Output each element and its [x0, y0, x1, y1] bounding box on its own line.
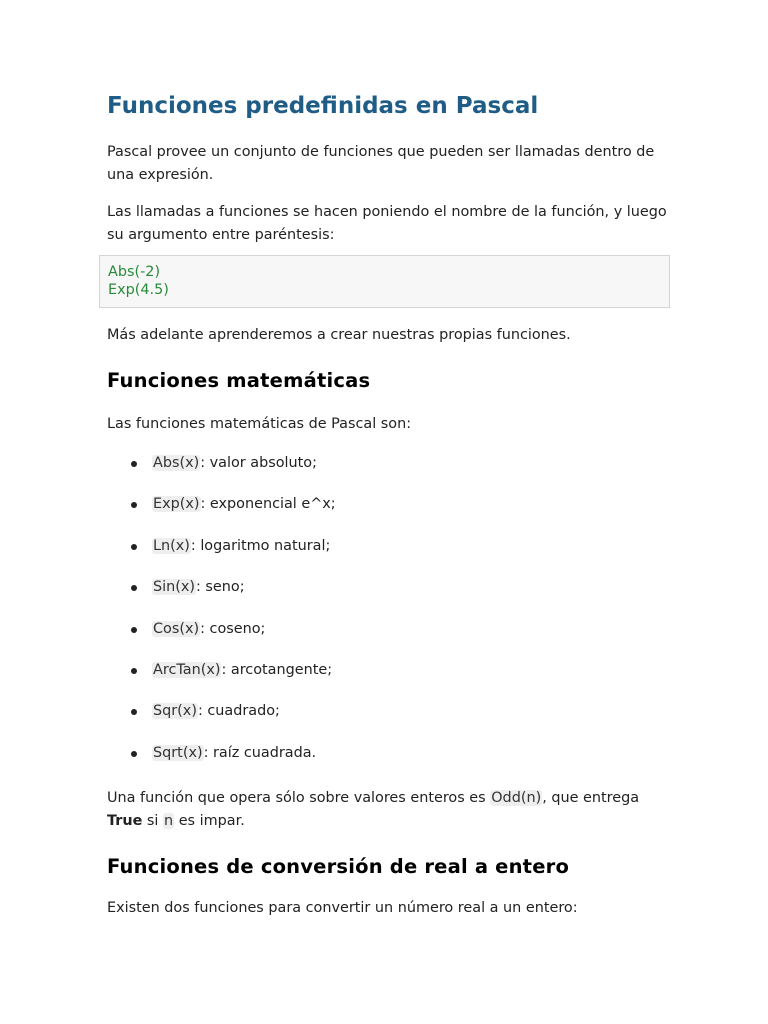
- later-paragraph: Más adelante aprenderemos a crear nuestras propias funciones.: [107, 327, 571, 343]
- inline-code: Odd(n): [491, 790, 542, 807]
- bullet-icon: [131, 544, 137, 550]
- math-functions-lead: Las funciones matemáticas de Pascal son:: [107, 416, 412, 432]
- calls-paragraph: Las llamadas a funciones se hacen poniendo el nombre de la función, y luego su argumento entre paréntesis:: [107, 204, 667, 243]
- bullet-icon: [131, 709, 137, 715]
- odd-function-paragraph: [107, 787, 669, 833]
- inline-code: Sqrt(x): [153, 744, 203, 761]
- bullet-icon: [131, 502, 137, 508]
- page-title: Funciones predefinidas en Pascal: [107, 93, 539, 119]
- list-item: [107, 495, 669, 536]
- list-item-description: : coseno;: [200, 620, 266, 637]
- list-item-description: : logaritmo natural;: [190, 537, 331, 554]
- odd-text-part: , que entrega: [542, 790, 640, 807]
- list-item: [107, 454, 669, 495]
- math-functions-list: [107, 454, 669, 785]
- inline-code: Cos(x): [153, 620, 200, 637]
- list-item: [107, 702, 669, 743]
- code-line: Exp(4.5): [108, 282, 169, 298]
- list-item-description: : seno;: [196, 579, 245, 596]
- intro-paragraph: Pascal provee un conjunto de funciones que pueden ser llamadas dentro de una expresión.: [107, 144, 655, 183]
- list-item: [107, 744, 669, 785]
- math-functions-heading: Funciones matemáticas: [107, 369, 371, 392]
- article: [107, 88, 669, 920]
- list-item-description: : raíz cuadrada.: [203, 744, 317, 761]
- list-item: [107, 620, 669, 661]
- inline-code: Sqr(x): [153, 703, 197, 720]
- code-block: [99, 255, 670, 308]
- list-item-description: : arcotangente;: [221, 661, 333, 678]
- list-item: [107, 578, 669, 619]
- conversion-functions-heading: Funciones de conversión de real a entero: [107, 855, 570, 879]
- odd-text-part: Una función que opera sólo sobre valores enteros es: [107, 790, 491, 807]
- conversion-functions-lead: Existen dos funciones para convertir un número real a un entero:: [107, 900, 578, 917]
- list-item-description: : cuadrado;: [197, 703, 280, 720]
- bullet-icon: [131, 627, 137, 633]
- inline-code: Abs(x): [153, 455, 200, 471]
- inline-code: ArcTan(x): [153, 661, 221, 678]
- inline-code: Ln(x): [153, 537, 190, 554]
- bullet-icon: [131, 751, 137, 757]
- list-item: [107, 661, 669, 702]
- odd-text-part: es impar.: [174, 813, 245, 830]
- bold-text: True: [107, 813, 143, 830]
- bullet-icon: [131, 585, 137, 591]
- inline-code: n: [164, 813, 174, 830]
- list-item-description: : valor absoluto;: [200, 455, 317, 471]
- list-item: [107, 537, 669, 578]
- code-line: Abs(-2): [108, 264, 161, 280]
- odd-text-part: si: [142, 813, 163, 830]
- bullet-icon: [131, 668, 137, 674]
- list-item-description: : exponencial e^x;: [200, 496, 336, 513]
- inline-code: Sin(x): [153, 579, 195, 596]
- bullet-icon: [131, 461, 137, 467]
- inline-code: Exp(x): [153, 496, 200, 513]
